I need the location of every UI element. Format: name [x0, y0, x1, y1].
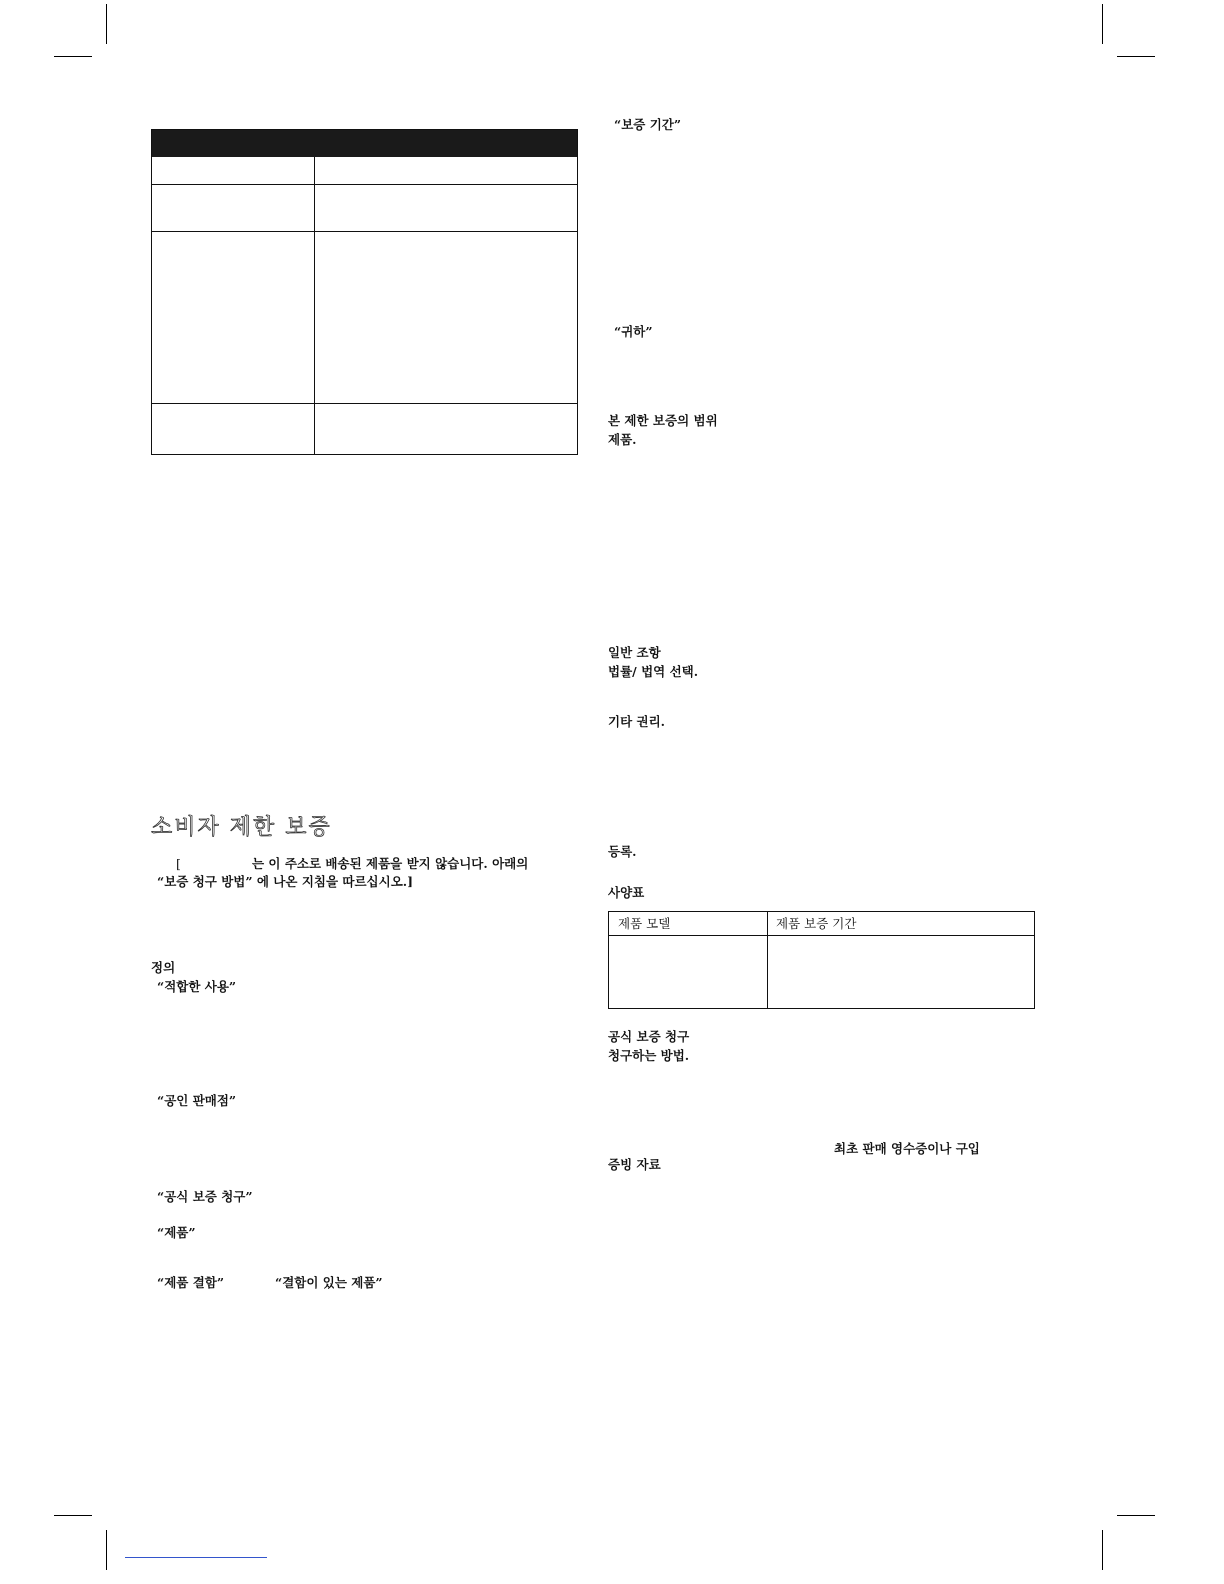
crop-mark-top-left-h: [54, 56, 92, 57]
law-jurisdiction: 법률/ 법역 선택.: [608, 664, 699, 679]
definition-warranty-period: “보증 기간”: [614, 117, 682, 132]
general-terms-title: 일반 조항: [608, 645, 661, 660]
notice-text-line-2: “보증 청구 방법” 에 나온 지침을 따르십시오.]: [157, 874, 414, 889]
section-heading: 소비자 제한 보증: [151, 815, 332, 840]
definition-proper-use: “적합한 사용”: [157, 979, 237, 994]
crop-mark-top-right-h: [1117, 56, 1155, 57]
info-table-row-divider: [152, 184, 577, 185]
other-rights: 기타 권리.: [608, 714, 666, 729]
spec-table-header-period: 제품 보증 기간: [776, 916, 857, 931]
definitions-title: 정의: [151, 960, 176, 975]
spec-table: [608, 911, 1035, 1009]
spec-table-title: 사양표: [608, 885, 645, 900]
definition-product-defect: “제품 결함”: [157, 1275, 225, 1290]
claim-title: 공식 보증 청구: [608, 1029, 690, 1044]
scope-title: 본 제한 보증의 범위: [608, 413, 718, 428]
crop-mark-bottom-right: [1102, 1530, 1103, 1570]
crop-mark-bottom-left: [106, 1530, 107, 1570]
definition-warranty-claim: “공식 보증 청구”: [157, 1189, 253, 1204]
crop-mark-bottom-right-h: [1117, 1515, 1155, 1516]
link-underline: [125, 1557, 267, 1558]
info-table-header: [152, 130, 577, 157]
scope-product: 제품.: [608, 432, 637, 447]
definition-you: “귀하”: [614, 324, 653, 339]
crop-mark-top-left: [106, 4, 107, 44]
spec-table-header-divider: [609, 935, 1034, 936]
receipt-text: 최초 판매 영수증이나 구입: [834, 1141, 980, 1156]
definition-defective-product: “결함이 있는 제품”: [275, 1275, 383, 1290]
registration: 등록.: [608, 844, 637, 859]
definition-authorized-dealer: “공인 판매점”: [157, 1093, 237, 1108]
info-table-row-divider: [152, 231, 577, 232]
how-to-claim: 청구하는 방법.: [608, 1048, 690, 1063]
crop-mark-bottom-left-h: [54, 1515, 92, 1516]
notice-text-line-1: 는 이 주소로 배송된 제품을 받지 않습니다. 아래의: [252, 856, 529, 871]
definition-product: “제품”: [157, 1225, 196, 1240]
notice-bracket: [: [176, 856, 181, 871]
info-table: [151, 129, 578, 455]
spec-table-column-divider: [767, 912, 768, 1008]
info-table-column-divider: [314, 157, 315, 454]
crop-mark-top-right: [1102, 4, 1103, 44]
info-table-row-divider: [152, 403, 577, 404]
proof-text: 증빙 자료: [608, 1157, 661, 1172]
spec-table-header-model: 제품 모델: [618, 916, 671, 931]
